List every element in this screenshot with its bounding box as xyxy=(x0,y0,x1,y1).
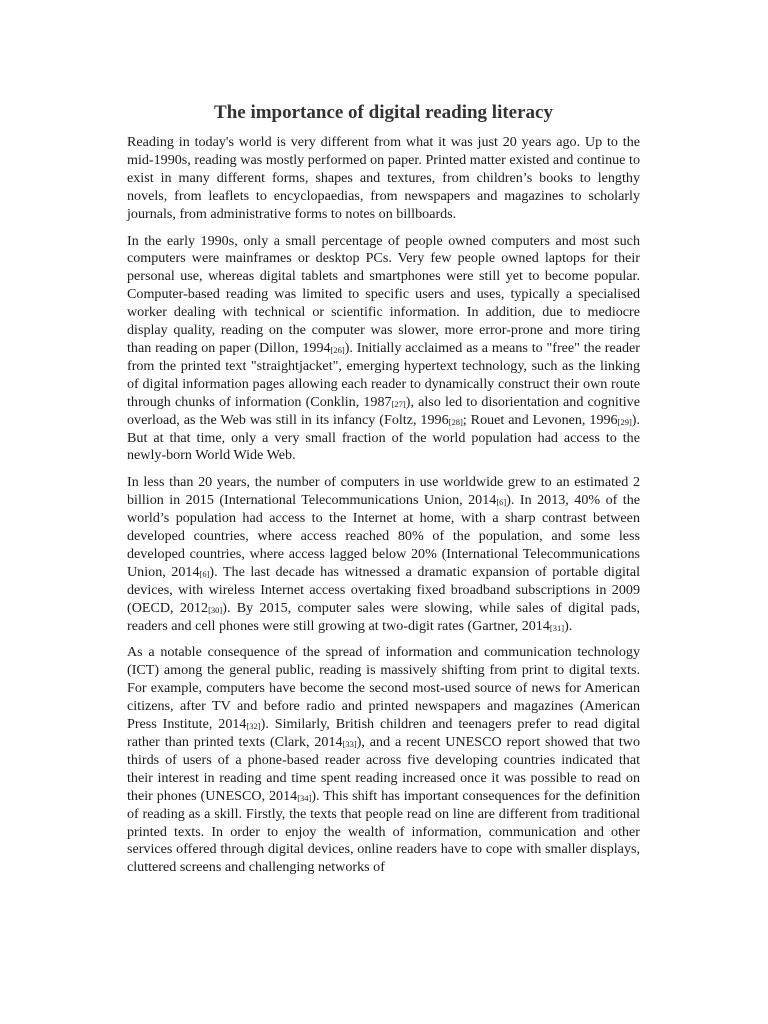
paragraph-text: As a notable consequence of the spread of information and communication technology (ICT) among the general public, reading is massively shifting from print to digital texts. For example, computers have become the second most-used source of news for American citizens, after TV and before radio and printed newspapers and magazines (American Press Institute, 2014 xyxy=(127,644,640,733)
body-paragraph xyxy=(127,474,640,635)
paragraph-text: ), and a recent UNESCO report showed that two thirds of users of a phone-based reader across five developing countries indicated that their interest in reading and time spent reading increased once it was possible to read on their phones (UNESCO, 2014 xyxy=(127,734,640,804)
paragraph-text: ), also led to disorientation and cognitive overload, as the Web was still in its infancy (Foltz, 1996 xyxy=(127,393,640,428)
paragraph-text: In the early 1990s, only a small percentage of people owned computers and most such computers were mainframes or desktop PCs. Very few people owned laptops for their personal use, whereas digital tablets and smartphones were still yet to become popular. Computer-based reading was limited to specific users and uses, typically a specialised worker dealing with technical or scientific information. In addition, due to mediocre display quality, reading on the computer was slower, more error-prone and more tiring than reading on paper (Dillon, 1994 xyxy=(127,232,640,356)
body-paragraph xyxy=(127,644,640,877)
citation-reference: [30] xyxy=(208,604,223,615)
document-body xyxy=(127,134,640,877)
citation-reference: [33] xyxy=(342,739,357,749)
citation-reference: [31] xyxy=(549,622,565,633)
paragraph-text: ). In 2013, 40% of the world’s population had access to the Internet at home, with a sharp contrast between developed countries, where access reached 80% of the population, and some less developed countries, where access lagged below 20% (International Telecommunications Union, 2014 xyxy=(127,492,640,580)
citation-reference: [6] xyxy=(496,497,507,508)
document-title: The importance of digital reading literacy xyxy=(214,102,553,123)
citation-reference: [32] xyxy=(246,721,261,732)
paragraph-text: ). The last decade has witnessed a dramatic expansion of portable digital devices, with wireless Internet access overtaking fixed broadband subscriptions in 2009 (OECD, 2012 xyxy=(127,563,640,616)
body-paragraph xyxy=(127,233,640,466)
citation-reference: [26] xyxy=(330,344,345,355)
paragraph-text: ). This shift has important consequences for the definition of reading as a skill. Firstly, the texts that people read on line are different from traditional printed texts. In order to enjoy the wealth of information, communication and other services offered through digital devices, online readers have to cope with smaller displays, cluttered screens and challenging networks of xyxy=(127,787,640,876)
paragraph-text: In less than 20 years, the number of computers in use worldwide grew to an estimated 2 billion in 2015 (International Telecommunications Union, 2014 xyxy=(127,474,640,509)
citation-reference: [27] xyxy=(391,398,406,409)
paragraph-text: ). xyxy=(564,617,573,634)
citation-reference: [28] xyxy=(448,416,463,427)
citation-reference: [6] xyxy=(199,568,210,579)
document-page xyxy=(127,98,640,886)
paragraph-text: ). Initially acclaimed as a means to "free" the reader from the printed text "straightjacket", emerging hypertext technology, such as the linking of digital information pages allowing each reader to dynamically construct their own route through chunks of information (Conklin, 1987 xyxy=(127,339,641,410)
citation-reference: [34] xyxy=(297,792,312,803)
citation-reference: [29] xyxy=(617,416,632,427)
paragraph-text: ). Similarly, British children and teenagers prefer to read digital rather than printed texts (Clark, 2014 xyxy=(127,716,640,750)
body-paragraph xyxy=(127,134,640,224)
paragraph-text: ). By 2015, computer sales were slowing, while sales of digital pads, readers and cell phones were still growing at two-digit rates (Gartner, 2014 xyxy=(127,599,640,634)
paragraph-text: Reading in today's world is very different from what it was just 20 years ago. Up to the mid-1990s, reading was mostly performed on paper. Printed matter existed and continue to exist in many different forms, shapes and textures, from children’s books to lengthy novels, from leaflets to encyclopaedias, from newspapers and magazines to scholarly journals, from administrative forms to notes on billboards. xyxy=(127,134,640,222)
paragraph-text: ). But at that time, only a very small fraction of the world population had access to the newly-born World Wide Web. xyxy=(127,411,640,464)
paragraph-text: ; Rouet and Levonen, 1996 xyxy=(462,411,618,428)
